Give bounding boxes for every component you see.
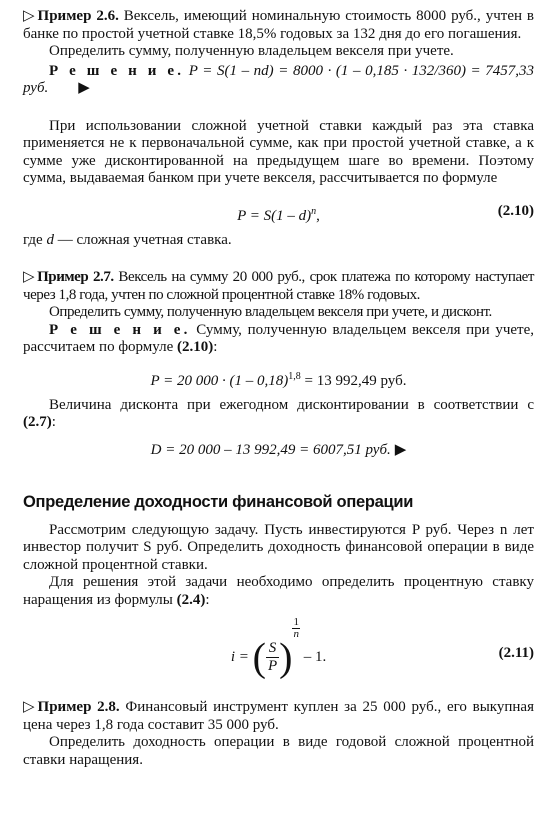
- left-paren: (: [252, 634, 266, 680]
- example-2-6-solution-label: Р е ш е н и е.: [49, 62, 185, 79]
- exponent-fraction: [292, 617, 300, 640]
- formula-2-10-body: P = S(1 – d): [237, 207, 312, 224]
- example-2-8-body: Финансовый инструмент куплен за 25 000 руб., его выкупная цена через 1,8 года составит 35 000 руб.: [23, 699, 534, 733]
- right-paren: ): [279, 634, 293, 680]
- example-2-7-formula-1-tail: = 13 992,49 руб.: [300, 372, 407, 389]
- example-2-6-solution-formula: P = S(1 – nd) = 8000 · (1 – 0,185 · 132/360) = 7457,33 руб.: [23, 62, 535, 96]
- formula-2-11: [23, 615, 534, 689]
- example-2-7-task: Определить сумму, полученную владельцем векселя при учете, и дисконт.: [49, 304, 492, 320]
- triangle-marker-icon: ▷: [23, 8, 35, 24]
- fraction-s-over-p: [266, 640, 279, 675]
- example-2-7-label: Пример 2.7.: [37, 269, 114, 285]
- exponent-numerator: 1: [293, 616, 299, 628]
- formula-2-11-tail: – 1.: [303, 649, 327, 665]
- compound-rate-paragraph: При использовании сложной учетной ставки каждый раз эта ставка применяется не к первоначальной сумме, как при простой учетной ставке, а к сумме уже дисконтированной на предыдущем шаге во времени. Поэтому сумма, выдаваемая банком при учете векселя, рассчитывается по формуле: [23, 117, 534, 186]
- example-2-6-solution: [23, 63, 534, 98]
- formula-2-11-body: [23, 616, 534, 680]
- example-2-8-label: Пример 2.8.: [37, 699, 120, 715]
- fraction-numerator: S: [266, 640, 279, 658]
- para2-prefix: Для решения этой задачи необходимо определить процентную ставку наращения из формулы: [23, 574, 534, 608]
- fraction-denominator: P: [267, 658, 278, 675]
- triangle-marker-icon: ▷: [23, 699, 35, 715]
- example-2-7-formula-1-main: P = 20 000 · (1 – 0,18): [150, 372, 289, 389]
- example-2-7-statement: [23, 269, 534, 304]
- example-2-6-label: Пример 2.6.: [37, 8, 119, 24]
- example-2-7-formula-1-exponent: 1,8: [288, 370, 301, 382]
- end-marker-icon: ▶: [394, 441, 407, 458]
- triangle-marker-icon: ▷: [23, 269, 35, 285]
- formula-2-11-i: i =: [230, 649, 249, 665]
- example-2-7-solution-text: Сумму, полученную владельцем векселя при учете, рассчитаем по формуле: [23, 321, 535, 355]
- example-2-7-formula-2-body: D = 20 000 – 13 992,49 = 6007,51 руб.: [150, 441, 391, 458]
- example-2-7-formula-2: [23, 439, 534, 462]
- formula-2-10: [23, 200, 534, 223]
- colon: :: [51, 414, 56, 430]
- example-2-6-task: Определить сумму, полученную владельцем векселя при учете.: [49, 43, 454, 59]
- para2-ref: (2.4): [176, 591, 206, 608]
- section-heading: Определение доходности финансовой операции: [23, 492, 414, 511]
- example-2-7-solution-ref: (2.10): [177, 339, 214, 355]
- where-prefix: где: [23, 231, 47, 248]
- discount-ref: (2.7): [23, 414, 52, 430]
- equation-number-2-11: (2.11): [498, 645, 534, 661]
- discount-prefix: Величина дисконта при ежегодном дисконтировании в соответствии с: [49, 396, 534, 413]
- section-paragraph-2: [23, 574, 534, 609]
- example-2-8-task: Определить доходность операции в виде годовой сложной процентной ставки наращения.: [23, 734, 534, 768]
- colon: :: [205, 591, 210, 608]
- section-paragraph-1: Рассмотрим следующую задачу. Пусть инвестируются P руб. Через n лет инвестор получит S руб. Определить доходность финансовой операции в виде сложной процентной ставки.: [23, 521, 534, 573]
- example-2-7-solution: [23, 322, 534, 357]
- example-2-8-statement: [23, 699, 534, 734]
- formula-2-10-exponent: n: [311, 205, 317, 217]
- example-2-7-solution-label: Р е ш е н и е.: [49, 321, 191, 338]
- where-suffix: — сложная учетная ставка.: [53, 231, 232, 248]
- example-2-7-body: Вексель на сумму 20 000 руб., срок платежа по которому наступает через 1,8 года, учтен по сложной процентной ставке 18% годовых.: [23, 269, 534, 303]
- example-2-6-body: Вексель, имеющий номинальную стоимость 8000 руб., учтен в банке по простой учетной ставке 18,5% годовых за 132 дня до его погашения.: [23, 8, 535, 42]
- example-2-6-statement: [23, 8, 534, 43]
- example-2-7-discount-text: [23, 397, 534, 432]
- where-variable: d: [46, 231, 54, 248]
- colon: :: [213, 339, 218, 355]
- formula-2-10-comma: ,: [316, 207, 320, 224]
- exponent-denominator: n: [293, 628, 299, 640]
- example-2-7-formula-1: [23, 365, 534, 388]
- end-marker-icon: ▶: [78, 80, 90, 96]
- where-d-definition: [23, 232, 534, 250]
- equation-number-2-10: (2.10): [497, 202, 534, 219]
